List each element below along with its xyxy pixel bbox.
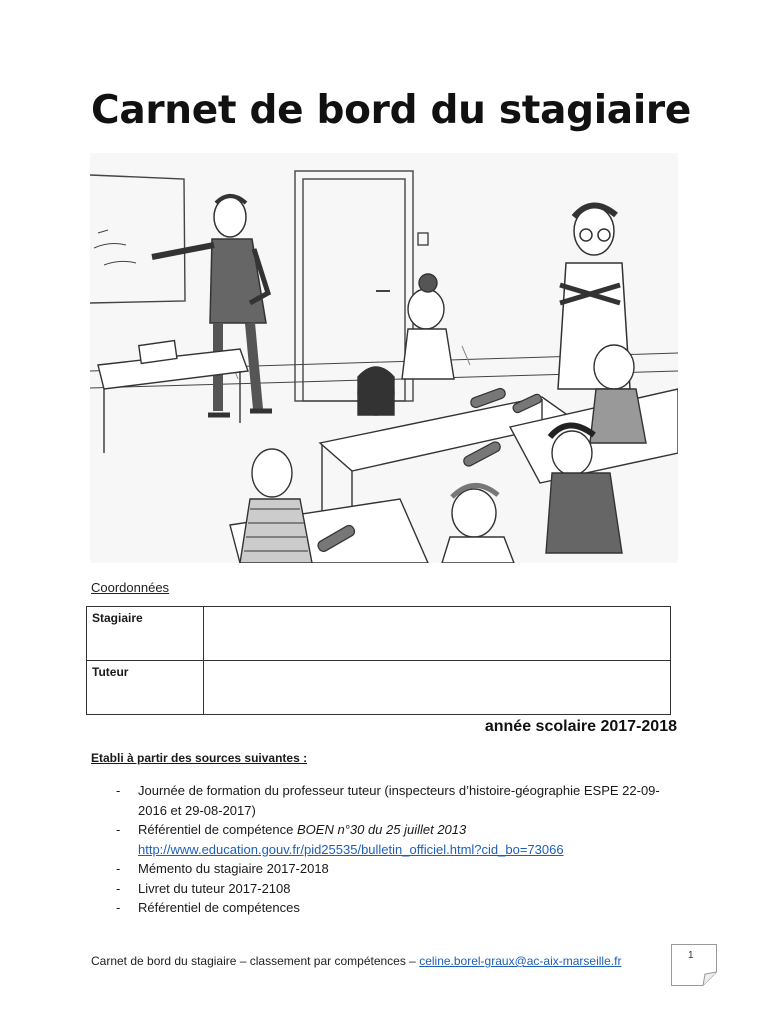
document-title: Carnet de bord du stagiaire [91, 88, 691, 133]
list-item [116, 898, 676, 918]
school-year: année scolaire 2017-2018 [484, 718, 677, 735]
sources-heading: Etabli à partir des sources suivantes : [91, 751, 308, 765]
footer-email-link[interactable]: celine.borel-graux@ac-aix-marseille.fr [419, 954, 622, 968]
page-number: 1 [688, 950, 694, 961]
classroom-illustration [90, 153, 678, 563]
stagiaire-label: Stagiaire [87, 607, 204, 661]
page-footer [91, 954, 621, 968]
sources-list [116, 781, 676, 918]
source-text: Mémento du stagiaire 2017-2018 [138, 861, 329, 876]
tuteur-label: Tuteur [87, 661, 204, 715]
source-text: Livret du tuteur 2017-2108 [138, 880, 291, 896]
source-italic: BOEN n°30 du 25 juillet 2013 [296, 822, 467, 837]
coordonnees-table [86, 606, 671, 715]
boen-link[interactable]: http://www.education.gouv.fr/pid25535/bulletin_officiel.html?cid_bo=73066 [138, 841, 564, 857]
stagiaire-field[interactable] [204, 607, 671, 661]
table-row [87, 607, 671, 661]
tuteur-field[interactable] [204, 661, 671, 715]
page-curl-icon [671, 944, 717, 986]
list-item [116, 859, 676, 879]
table-row [87, 661, 671, 715]
list-item [116, 879, 676, 899]
coordonnees-heading: Coordonnées [91, 580, 170, 595]
source-text: Journée de formation du professeur tuteur (inspecteurs d’histoire-géographie ESPE 22-09-2016 et 29-08-2017) [138, 783, 660, 818]
source-text: Référentiel de compétence [138, 822, 297, 837]
list-item [116, 820, 676, 859]
source-text: Référentiel de compétences [138, 900, 300, 915]
footer-text: Carnet de bord du stagiaire – classement par compétences – [91, 954, 420, 968]
list-item [116, 781, 676, 820]
